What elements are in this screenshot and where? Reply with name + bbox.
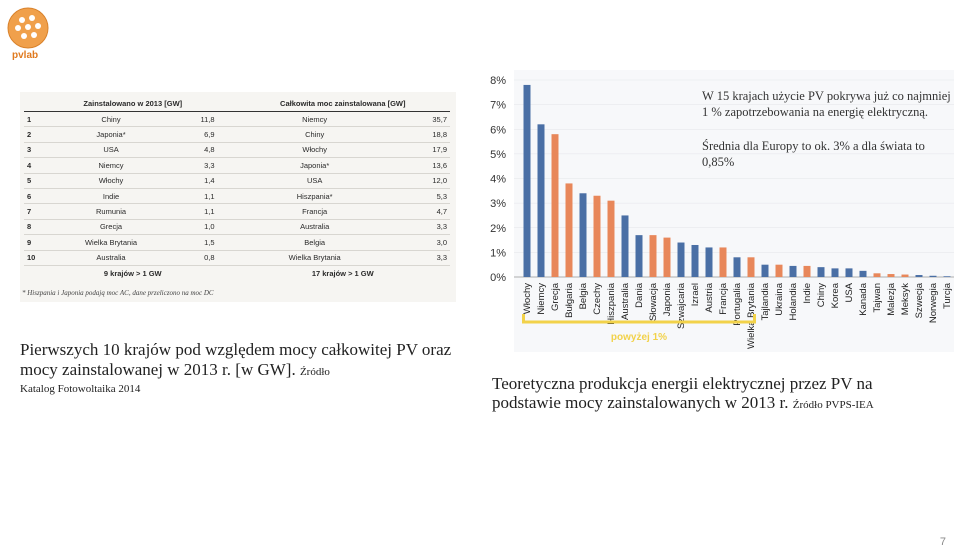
table-cell-gap: [218, 142, 236, 157]
installed-power-table: [24, 96, 450, 280]
table-row: [24, 127, 450, 142]
y-tick-label: 7%: [490, 99, 506, 112]
table-cell-country-total: Australia: [236, 219, 394, 234]
table-cell-gap: [218, 188, 236, 203]
x-tick-label: Czechy: [592, 283, 603, 315]
bar-korea: [832, 268, 839, 277]
x-tick-label: Meksyk: [900, 283, 911, 316]
x-tick-label: Chiny: [816, 283, 827, 308]
x-tick-label: Indie: [802, 283, 813, 304]
bar-australia: [622, 215, 629, 277]
x-tick-label: Japonia: [662, 283, 673, 317]
x-tick-label: Hiszpania: [606, 283, 617, 325]
table-cell-rank: 5: [24, 173, 48, 188]
bar-czechy: [594, 196, 601, 277]
table-cell-total-gw: 3,3: [394, 219, 450, 234]
table-header-right: Całkowita moc zainstalowana [GW]: [236, 96, 450, 112]
table-cell-country-installed: Australia: [48, 250, 174, 265]
table-cell-installed-gw: 4,8: [174, 142, 218, 157]
left-caption-source-name: Katalog Fotowoltaika 2014: [20, 383, 141, 395]
table-cell-rank: 2: [24, 127, 48, 142]
x-tick-label: Bułgaria: [564, 283, 575, 318]
x-tick-label: Belgia: [578, 283, 589, 310]
bar-belgia: [580, 193, 587, 277]
table-cell-rank: 4: [24, 158, 48, 173]
table-cell-total-gw: 3,3: [394, 250, 450, 265]
x-tick-label: Kanada: [858, 283, 869, 316]
table-cell-country-total: Belgia: [236, 235, 394, 250]
x-tick-label: Holandia: [788, 283, 799, 321]
bar-dania: [636, 235, 643, 277]
bar-norwegia: [930, 276, 937, 277]
table-cell-rank: 7: [24, 204, 48, 219]
right-caption: [492, 374, 942, 415]
table-cell-installed-gw: 6,9: [174, 127, 218, 142]
x-tick-label: Ukraina: [774, 283, 785, 316]
bar-szwecja: [916, 275, 923, 277]
table-cell-country-total: Wielka Brytania: [236, 250, 394, 265]
table-cell-rank: 3: [24, 142, 48, 157]
x-tick-label: Korea: [830, 283, 841, 309]
table-cell-installed-gw: 1,1: [174, 188, 218, 203]
bar-indie: [804, 266, 811, 277]
table-cell-country-installed: Japonia*: [48, 127, 174, 142]
table-header-left: Zainstalowano w 2013 [GW]: [48, 96, 218, 112]
table-row: [24, 158, 450, 173]
bar-grecja: [552, 134, 559, 277]
table-cell-rank: 1: [24, 112, 48, 127]
y-tick-label: 8%: [490, 75, 506, 87]
installed-power-table-photo: [20, 92, 456, 302]
bar-usa: [846, 268, 853, 277]
table-cell-installed-gw: 3,3: [174, 158, 218, 173]
table-cell-country-installed: Rumunia: [48, 204, 174, 219]
table-cell-installed-gw: 1,4: [174, 173, 218, 188]
table-cell-installed-gw: 0,8: [174, 250, 218, 265]
x-tick-label: Turcja: [942, 283, 953, 310]
bar-słowacja: [650, 235, 657, 277]
table-cell-country-installed: USA: [48, 142, 174, 157]
table-cell-gap: [218, 235, 236, 250]
table-footnote: * Hiszpania i Japonia podają moc AC, dane przeliczono na moc DC: [22, 289, 214, 297]
table-cell-total-gw: 13,6: [394, 158, 450, 173]
logo-text: pvlab: [12, 50, 39, 61]
table-cell-country-installed: Indie: [48, 188, 174, 203]
x-tick-label: USA: [844, 283, 855, 303]
left-caption-source-word: Źródło: [299, 366, 330, 378]
right-caption-text: Teoretyczna produkcja energii elektrycznej przez PV na podstawie mocy zainstalowanych w 2013 r.: [492, 374, 873, 412]
y-tick-label: 6%: [490, 124, 506, 137]
table-cell-country-total: Francja: [236, 204, 394, 219]
table-cell-country-total: Włochy: [236, 142, 394, 157]
table-summary-left: 9 krajów > 1 GW: [48, 265, 218, 280]
table-summary-right: 17 krajów > 1 GW: [236, 265, 450, 280]
table-cell-country-total: USA: [236, 173, 394, 188]
table-row: [24, 173, 450, 188]
x-tick-label: Portugalia: [732, 283, 743, 326]
y-tick-label: 3%: [490, 198, 506, 211]
table-cell-rank: 9: [24, 235, 48, 250]
table-cell-rank: 6: [24, 188, 48, 203]
chart-annotation-line2: Średnia dla Europy to ok. 3% a dla świata to 0,85%: [702, 139, 925, 169]
table-cell-country-installed: Niemcy: [48, 158, 174, 173]
x-tick-label: Szwecja: [914, 283, 925, 319]
bar-niemcy: [538, 124, 545, 277]
table-cell-country-installed: Wielka Brytania: [48, 235, 174, 250]
x-tick-label: Słowacja: [648, 283, 659, 322]
table-cell-country-total: Niemcy: [236, 112, 394, 127]
y-tick-label: 5%: [490, 148, 506, 161]
bar-austria: [706, 247, 713, 277]
bar-bułgaria: [566, 183, 573, 277]
table-cell-gap: [218, 158, 236, 173]
table-row: [24, 112, 450, 127]
table-cell-country-installed: Chiny: [48, 112, 174, 127]
x-tick-label: Izrael: [690, 283, 701, 307]
x-tick-label: Malezja: [886, 283, 897, 316]
x-tick-label: Austria: [704, 283, 715, 313]
table-cell-total-gw: 17,9: [394, 142, 450, 157]
x-tick-label: Niemcy: [536, 283, 547, 315]
right-caption-source: Źródło PVPS-IEA: [792, 399, 874, 411]
x-tick-label: Tajwan: [872, 283, 883, 313]
table-cell-total-gw: 4,7: [394, 204, 450, 219]
table-cell-gap: [218, 204, 236, 219]
table-cell-rank: 8: [24, 219, 48, 234]
table-cell-gap: [218, 173, 236, 188]
bar-malezja: [888, 274, 895, 277]
table-cell-installed-gw: 1,0: [174, 219, 218, 234]
above-1-percent-label: powyżej 1%: [610, 332, 668, 343]
x-tick-label: Norwegia: [928, 283, 939, 324]
bar-hiszpania: [608, 201, 615, 277]
table-cell-total-gw: 18,8: [394, 127, 450, 142]
table-cell-total-gw: 35,7: [394, 112, 450, 127]
chart-annotation-line1: W 15 krajach użycie PV pokrywa już co najmniej 1 % zapotrzebowania na energię elektryczną.: [702, 89, 951, 119]
table-row: [24, 235, 450, 250]
bar-portugalia: [734, 257, 741, 277]
table-cell-country-total: Chiny: [236, 127, 394, 142]
bar-wielka-brytania: [748, 257, 755, 277]
table-cell-country-total: Japonia*: [236, 158, 394, 173]
table-cell-total-gw: 3,0: [394, 235, 450, 250]
y-tick-label: 0%: [490, 272, 506, 284]
bar-kanada: [860, 271, 867, 277]
bar-chiny: [818, 267, 825, 277]
table-cell-installed-gw: 11,8: [174, 112, 218, 127]
table-cell-total-gw: 5,3: [394, 188, 450, 203]
bar-tajlandia: [762, 265, 769, 277]
pv-share-chart: [484, 70, 960, 352]
table-cell-country-installed: Grecja: [48, 219, 174, 234]
table-cell-rank: 10: [24, 250, 48, 265]
y-tick-label: 4%: [490, 173, 506, 186]
bar-włochy: [524, 85, 531, 277]
bar-izrael: [692, 245, 699, 277]
x-tick-label: Francja: [718, 283, 729, 315]
left-caption-text: Pierwszych 10 krajów pod względem mocy całkowitej PV oraz mocy zainstalowanej w 2013 r. [w GW].: [20, 340, 452, 379]
left-caption: [20, 340, 460, 396]
x-tick-label: Australia: [620, 283, 631, 320]
bar-turcja: [944, 276, 951, 277]
bar-tajwan: [874, 273, 881, 277]
table-cell-gap: [218, 127, 236, 142]
table-cell-gap: [218, 112, 236, 127]
table-row: [24, 204, 450, 219]
table-row: [24, 250, 450, 265]
x-tick-label: Szwajcaria: [676, 283, 687, 329]
table-row: [24, 142, 450, 157]
table-cell-gap: [218, 250, 236, 265]
bar-ukraina: [776, 265, 783, 277]
table-row: [24, 219, 450, 234]
chart-annotation: [702, 88, 952, 170]
bar-szwajcaria: [678, 243, 685, 277]
bar-meksyk: [902, 275, 909, 277]
bar-japonia: [664, 238, 671, 277]
x-tick-label: Wielka Brytania: [746, 283, 757, 349]
y-tick-label: 1%: [490, 247, 506, 260]
bar-holandia: [790, 266, 797, 277]
x-tick-label: Tajlandia: [760, 283, 771, 321]
table-cell-total-gw: 12,0: [394, 173, 450, 188]
y-tick-label: 2%: [490, 222, 506, 235]
x-tick-label: Dania: [634, 283, 645, 308]
table-row: [24, 188, 450, 203]
table-cell-gap: [218, 219, 236, 234]
table-cell-installed-gw: 1,5: [174, 235, 218, 250]
x-tick-label: Grecja: [550, 283, 561, 311]
table-cell-country-installed: Włochy: [48, 173, 174, 188]
page-number: 7: [939, 536, 946, 548]
x-tick-label: Włochy: [522, 283, 533, 315]
table-cell-country-total: Hiszpania*: [236, 188, 394, 203]
table-cell-installed-gw: 1,1: [174, 204, 218, 219]
bar-francja: [720, 247, 727, 277]
